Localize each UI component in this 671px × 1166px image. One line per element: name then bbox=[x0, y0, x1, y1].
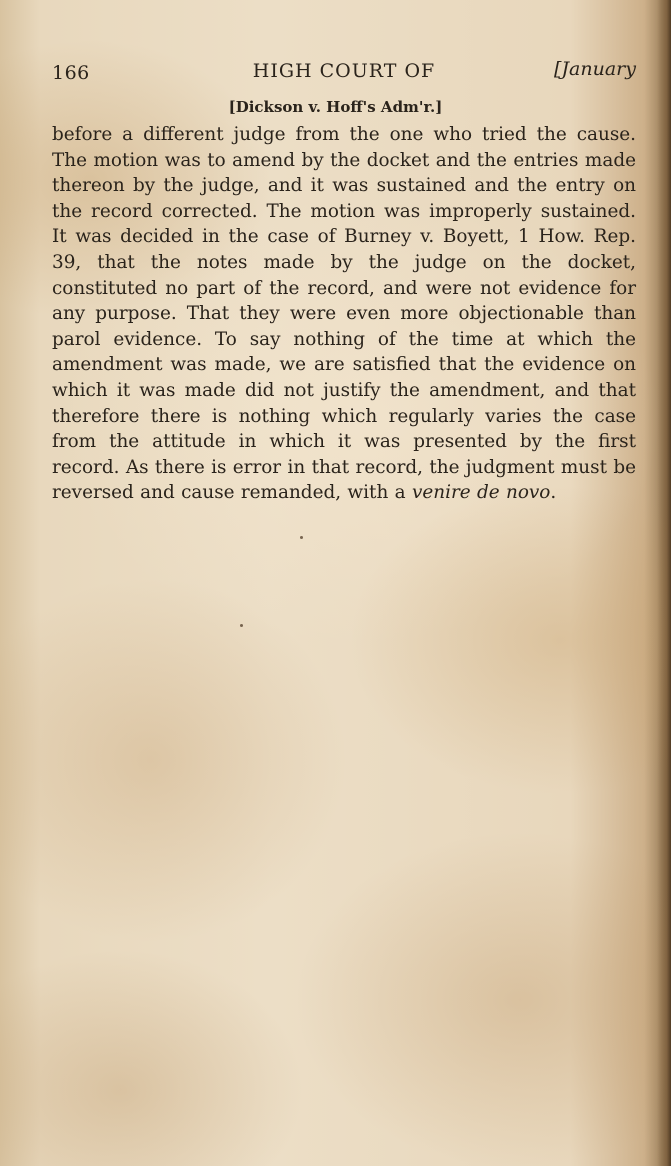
running-head bbox=[52, 56, 636, 86]
page-edge-shadow bbox=[657, 0, 671, 1166]
case-caption: [Dickson v. Hoff's Adm'r.] bbox=[228, 98, 443, 116]
paper-speck bbox=[240, 624, 243, 627]
opinion-text: before a different judge from the one who tried the cause. The motion was to amend by the docket and the entries made thereon by the judge, and it was sustained and the entry on the record corrected. The motion was improperly sustained. It was decided in the case of Burney v. Boyett, 1 How. Rep. 39, that the notes made by the judge on the docket, constituted no part of the record, and were not evidence for any purpose. That they were even more objectionable than parol evidence. To say nothing of the time at which the amendment was made, we are satisfied that the evidence on which it was made did not justify the amendment, and that therefore there is nothing which regularly varies the case from the attitude in which it was presented by the first record. As there is error in that record, the judgment must be reversed and cause remanded, with a bbox=[52, 124, 636, 504]
paper-speck bbox=[300, 536, 303, 539]
end-punctuation: . bbox=[550, 482, 557, 504]
page-number: 166 bbox=[52, 62, 90, 84]
running-head-month: [January bbox=[554, 58, 636, 80]
italic-phrase: venire de novo bbox=[411, 482, 551, 504]
running-head-title: HIGH COURT OF bbox=[252, 60, 436, 82]
opinion-paragraph bbox=[52, 122, 636, 506]
